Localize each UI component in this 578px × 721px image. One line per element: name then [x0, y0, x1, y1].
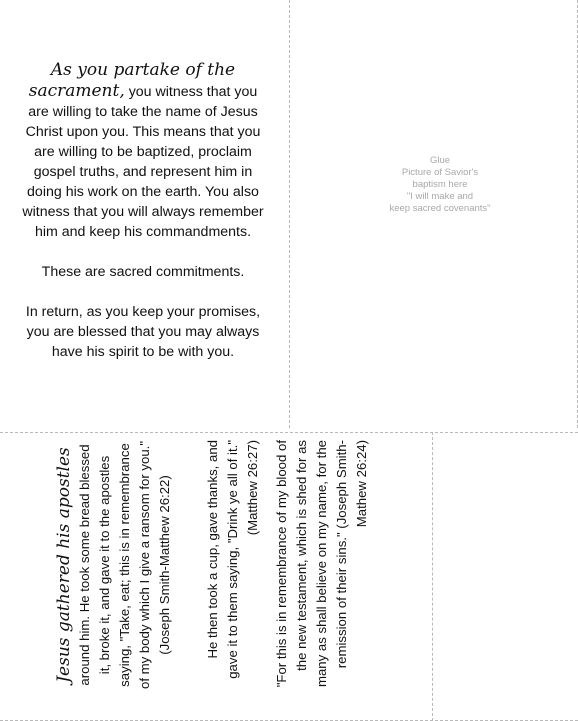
glue-label: Glue [429, 155, 451, 166]
blood-text: "For this is in remembrance of my blood of the new testament, which is shed for as many as shall believe on my name, for the remission of their sins." (Joseph Smith-Mathew 26:24) [274, 440, 369, 688]
paragraph-blessings: In return, as you keep your promises, you are blessed that you may always have his spirit to be with you. [25, 304, 261, 360]
paragraph-witness [18, 60, 268, 242]
apostles-script-heading: Jesus gathered his apostles [54, 447, 74, 683]
fold-line-vertical-bottom [432, 432, 433, 721]
apostles-text: around him. He took some bread blessed it, broke it, and gave it to the apostles saying, "Take, eat; this is in remembrance of my body which I give a ransom for you." (Joseph Smith-Matthew 26:22) [77, 440, 172, 690]
script-heading: As you partake of the sacrament, [28, 60, 236, 101]
paragraph-commitments: These are sacred commitments. [41, 264, 245, 280]
sacrament-text-block [18, 60, 268, 362]
glue-placeholder [350, 155, 530, 215]
glue-line-2: Picture of Savior's [401, 167, 479, 178]
paragraph-witness-text: you witness that you are willing to take the name of Jesus Christ upon you. This means that you are willing to be baptized, proclaim gospel truths, and represent him in doing his work on the earth. You also witness that you will always remember him and keep his commandments. [22, 84, 264, 240]
glue-line-4: "I will make and [406, 191, 474, 202]
fold-line-vertical-top [289, 0, 290, 428]
blood-column [272, 440, 372, 690]
glue-line-3: baptism here [412, 179, 468, 190]
glue-line-5: keep sacred covenants" [389, 203, 491, 214]
apostles-column [54, 440, 175, 690]
cup-column [203, 440, 263, 690]
fold-line-horizontal [0, 432, 578, 433]
cup-text: He then took a cup, gave thanks, and gave it to them saying, "Drink ye all of it." (Matthew 26:27) [205, 440, 260, 679]
